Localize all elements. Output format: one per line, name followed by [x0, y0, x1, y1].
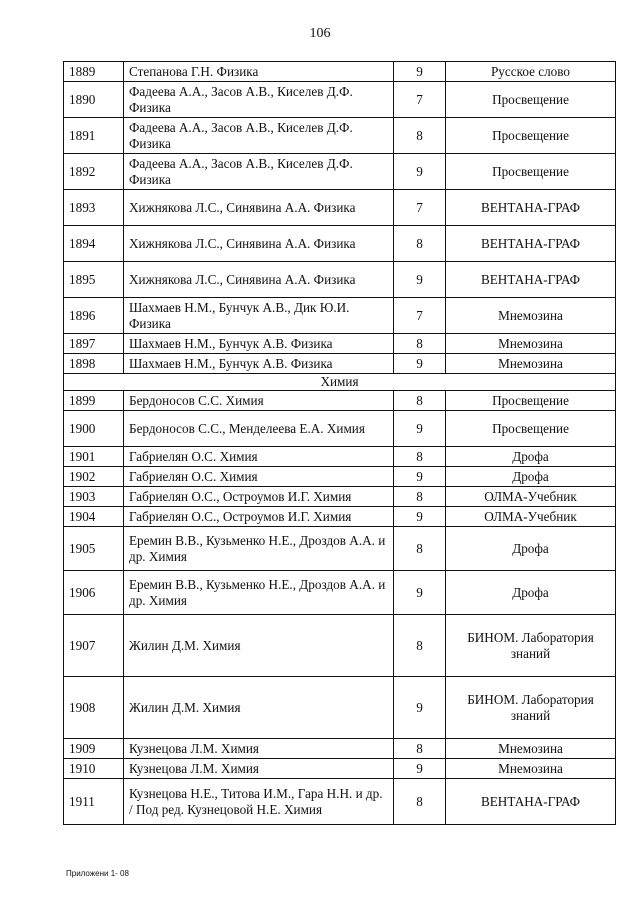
- book-title: Кузнецова Л.М. Химия: [124, 739, 394, 759]
- row-number: 1899: [64, 391, 124, 411]
- row-number: 1906: [64, 571, 124, 615]
- table-row: [64, 226, 616, 262]
- publisher: ВЕНТАНА-ГРАФ: [446, 190, 616, 226]
- grade: 9: [394, 411, 446, 447]
- publisher: Дрофа: [446, 447, 616, 467]
- book-title: Габриелян О.С. Химия: [124, 447, 394, 467]
- book-title: Кузнецова Л.М. Химия: [124, 759, 394, 779]
- grade: 9: [394, 354, 446, 374]
- book-title: Еремин В.В., Кузьменко Н.Е., Дроздов А.А. и др. Химия: [124, 571, 394, 615]
- row-number: 1895: [64, 262, 124, 298]
- book-title: Еремин В.В., Кузьменко Н.Е., Дроздов А.А. и др. Химия: [124, 527, 394, 571]
- table-row: [64, 677, 616, 739]
- row-number: 1903: [64, 487, 124, 507]
- book-title: Шахмаев Н.М., Бунчук А.В., Дик Ю.И. Физика: [124, 298, 394, 334]
- row-number: 1893: [64, 190, 124, 226]
- publisher: БИНОМ. Лаборатория знаний: [446, 677, 616, 739]
- book-title: Жилин Д.М. Химия: [124, 615, 394, 677]
- grade: 8: [394, 527, 446, 571]
- table-row: [64, 154, 616, 190]
- grade: 9: [394, 467, 446, 487]
- row-number: 1911: [64, 779, 124, 825]
- book-title: Хижнякова Л.С., Синявина А.А. Физика: [124, 226, 394, 262]
- grade: 9: [394, 677, 446, 739]
- publisher: Просвещение: [446, 118, 616, 154]
- book-title: Шахмаев Н.М., Бунчук А.В. Физика: [124, 354, 394, 374]
- book-title: Фадеева А.А., Засов А.В., Киселев Д.Ф. Физика: [124, 154, 394, 190]
- row-number: 1896: [64, 298, 124, 334]
- grade: 9: [394, 262, 446, 298]
- row-number: 1908: [64, 677, 124, 739]
- publisher: Просвещение: [446, 391, 616, 411]
- publisher: Мнемозина: [446, 759, 616, 779]
- book-title: Жилин Д.М. Химия: [124, 677, 394, 739]
- table-row: [64, 82, 616, 118]
- grade: 8: [394, 779, 446, 825]
- book-title: Бердоносов С.С., Менделеева Е.А. Химия: [124, 411, 394, 447]
- grade: 8: [394, 615, 446, 677]
- table-row: [64, 467, 616, 487]
- row-number: 1905: [64, 527, 124, 571]
- book-title: Шахмаев Н.М., Бунчук А.В. Физика: [124, 334, 394, 354]
- grade: 8: [394, 334, 446, 354]
- publisher: ОЛМА-Учебник: [446, 487, 616, 507]
- chemistry-section: [64, 374, 616, 391]
- row-number: 1897: [64, 334, 124, 354]
- book-title: Хижнякова Л.С., Синявина А.А. Физика: [124, 190, 394, 226]
- grade: 8: [394, 739, 446, 759]
- grade: 9: [394, 154, 446, 190]
- row-number: 1909: [64, 739, 124, 759]
- book-title: Фадеева А.А., Засов А.В., Киселев Д.Ф. Физика: [124, 118, 394, 154]
- physics-rows: [64, 62, 616, 374]
- table-row: [64, 411, 616, 447]
- publisher: Просвещение: [446, 154, 616, 190]
- row-number: 1890: [64, 82, 124, 118]
- grade: 7: [394, 82, 446, 118]
- book-title: Бердоносов С.С. Химия: [124, 391, 394, 411]
- section-header: Химия: [64, 374, 616, 391]
- grade: 8: [394, 226, 446, 262]
- publisher: ВЕНТАНА-ГРАФ: [446, 262, 616, 298]
- page-number: 106: [309, 26, 331, 41]
- table-row: [64, 298, 616, 334]
- grade: 9: [394, 507, 446, 527]
- table-row: [64, 739, 616, 759]
- publisher: Дрофа: [446, 571, 616, 615]
- publisher: Просвещение: [446, 82, 616, 118]
- row-number: 1889: [64, 62, 124, 82]
- row-number: 1891: [64, 118, 124, 154]
- table-row: [64, 334, 616, 354]
- book-title: Габриелян О.С., Остроумов И.Г. Химия: [124, 487, 394, 507]
- table-row: [64, 118, 616, 154]
- table-row: [64, 571, 616, 615]
- table-row: [64, 262, 616, 298]
- chemistry-rows: [64, 391, 616, 825]
- table-row: [64, 615, 616, 677]
- publisher: Мнемозина: [446, 334, 616, 354]
- book-title: Кузнецова Н.Е., Титова И.М., Гара Н.Н. и др. / Под ред. Кузнецовой Н.Е. Химия: [124, 779, 394, 825]
- table-row: [64, 507, 616, 527]
- table-row: [64, 391, 616, 411]
- row-number: 1901: [64, 447, 124, 467]
- row-number: 1900: [64, 411, 124, 447]
- book-title: Габриелян О.С., Остроумов И.Г. Химия: [124, 507, 394, 527]
- section-header-row: [64, 374, 616, 391]
- row-number: 1904: [64, 507, 124, 527]
- publisher: Просвещение: [446, 411, 616, 447]
- grade: 7: [394, 190, 446, 226]
- table-row: [64, 527, 616, 571]
- book-title: Фадеева А.А., Засов А.В., Киселев Д.Ф. Физика: [124, 82, 394, 118]
- publisher: Мнемозина: [446, 739, 616, 759]
- publisher: Русское слово: [446, 62, 616, 82]
- table-row: [64, 779, 616, 825]
- row-number: 1907: [64, 615, 124, 677]
- grade: 8: [394, 118, 446, 154]
- book-title: Габриелян О.С. Химия: [124, 467, 394, 487]
- footer-note: Приложени 1- 08: [66, 869, 129, 878]
- publisher: Мнемозина: [446, 354, 616, 374]
- table-row: [64, 447, 616, 467]
- row-number: 1894: [64, 226, 124, 262]
- row-number: 1910: [64, 759, 124, 779]
- publisher: ВЕНТАНА-ГРАФ: [446, 779, 616, 825]
- grade: 8: [394, 391, 446, 411]
- row-number: 1898: [64, 354, 124, 374]
- row-number: 1902: [64, 467, 124, 487]
- publisher: ВЕНТАНА-ГРАФ: [446, 226, 616, 262]
- publisher: Мнемозина: [446, 298, 616, 334]
- publisher: ОЛМА-Учебник: [446, 507, 616, 527]
- table-row: [64, 190, 616, 226]
- publisher: Дрофа: [446, 527, 616, 571]
- grade: 8: [394, 487, 446, 507]
- table-row: [64, 62, 616, 82]
- grade: 9: [394, 759, 446, 779]
- table-row: [64, 487, 616, 507]
- textbook-table: [63, 61, 616, 825]
- grade: 8: [394, 447, 446, 467]
- grade: 9: [394, 62, 446, 82]
- row-number: 1892: [64, 154, 124, 190]
- table-row: [64, 354, 616, 374]
- publisher: БИНОМ. Лаборатория знаний: [446, 615, 616, 677]
- grade: 9: [394, 571, 446, 615]
- book-title: Степанова Г.Н. Физика: [124, 62, 394, 82]
- grade: 7: [394, 298, 446, 334]
- table-row: [64, 759, 616, 779]
- publisher: Дрофа: [446, 467, 616, 487]
- book-title: Хижнякова Л.С., Синявина А.А. Физика: [124, 262, 394, 298]
